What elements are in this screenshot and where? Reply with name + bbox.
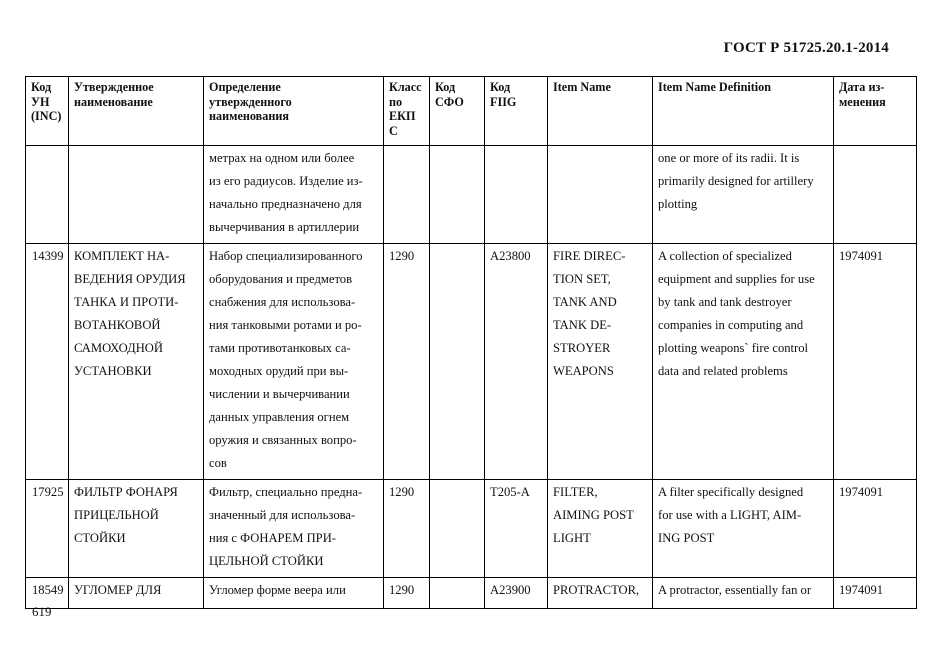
cell-sfo — [430, 578, 485, 609]
cell-definition: Угломер форме веера или — [204, 578, 384, 609]
cell-item-name: PROTRACTOR, — [548, 578, 653, 609]
col-header-fiig: Код FIIG — [485, 77, 548, 146]
cell-fiig: A23800 — [485, 244, 548, 480]
col-header-item-name: Item Name — [548, 77, 653, 146]
cell-fiig — [485, 146, 548, 244]
cell-class: 1290 — [384, 480, 430, 578]
col-header-item-name-definition: Item Name Definition — [653, 77, 834, 146]
cell-change-date: 1974091 — [834, 578, 917, 609]
table-row — [26, 578, 917, 609]
cell-approved-name — [69, 146, 204, 244]
cell-fiig: T205-A — [485, 480, 548, 578]
cell-item-name: FIRE DIREC- TION SET, TANK AND TANK DE- STROYER WEAPONS — [548, 244, 653, 480]
cell-approved-name: ФИЛЬТР ФОНАРЯ ПРИЦЕЛЬНОЙ СТОЙКИ — [69, 480, 204, 578]
cell-item-definition: A protractor, essentially fan or — [653, 578, 834, 609]
cell-definition: Набор специализированного оборудования и предметов снабжения для использова- ния танковыми ротами и ро- тами противотанковых са- моходных орудий при вы- числении и вычерчивании данных управления огнем оружия и связанных вопро- сов — [204, 244, 384, 480]
cell-item-name: FILTER, AIMING POST LIGHT — [548, 480, 653, 578]
cell-item-definition: A filter specifically designed for use with a LIGHT, AIM- ING POST — [653, 480, 834, 578]
cell-class: 1290 — [384, 244, 430, 480]
cell-class: 1290 — [384, 578, 430, 609]
table-header-row — [26, 77, 917, 146]
page-number: 619 — [32, 604, 52, 619]
col-header-inc: Код УН (INC) — [26, 77, 69, 146]
document-header: ГОСТ Р 51725.20.1-2014 — [723, 40, 889, 56]
cell-sfo — [430, 146, 485, 244]
cell-approved-name: УГЛОМЕР ДЛЯ — [69, 578, 204, 609]
col-header-definition: Определение утвержденного наименования — [204, 77, 384, 146]
cell-inc: 14399 — [26, 244, 69, 480]
nomenclature-table — [25, 76, 917, 609]
table-row — [26, 244, 917, 480]
col-header-sfo: Код СФО — [430, 77, 485, 146]
cell-definition: метрах на одном или более из его радиусов. Изделие из- начально предназначено для вычерчивания в артиллерии — [204, 146, 384, 244]
cell-change-date: 1974091 — [834, 244, 917, 480]
cell-inc: 18549 — [26, 578, 69, 609]
cell-sfo — [430, 480, 485, 578]
cell-class — [384, 146, 430, 244]
cell-item-definition: A collection of specialized equipment and supplies for use by tank and tank destroyer companies in computing and plotting weapons` fire control data and related problems — [653, 244, 834, 480]
cell-inc: 17925 — [26, 480, 69, 578]
cell-approved-name: КОМПЛЕКТ НА- ВЕДЕНИЯ ОРУДИЯ ТАНКА И ПРОТИ- ВОТАНКОВОЙ САМОХОДНОЙ УСТАНОВКИ — [69, 244, 204, 480]
cell-change-date — [834, 146, 917, 244]
cell-inc — [26, 146, 69, 244]
cell-fiig: A23900 — [485, 578, 548, 609]
cell-sfo — [430, 244, 485, 480]
table-row — [26, 146, 917, 244]
cell-change-date: 1974091 — [834, 480, 917, 578]
cell-definition: Фильтр, специально предна- значенный для использова- ния с ФОНАРЕМ ПРИ- ЦЕЛЬНОЙ СТОЙКИ — [204, 480, 384, 578]
cell-item-definition: one or more of its radii. It is primarily designed for artillery plotting — [653, 146, 834, 244]
cell-item-name — [548, 146, 653, 244]
col-header-approved-name: Утвержденное наименование — [69, 77, 204, 146]
col-header-change-date: Дата из- менения — [834, 77, 917, 146]
table-row — [26, 480, 917, 578]
col-header-class: Класс по ЕКП С — [384, 77, 430, 146]
